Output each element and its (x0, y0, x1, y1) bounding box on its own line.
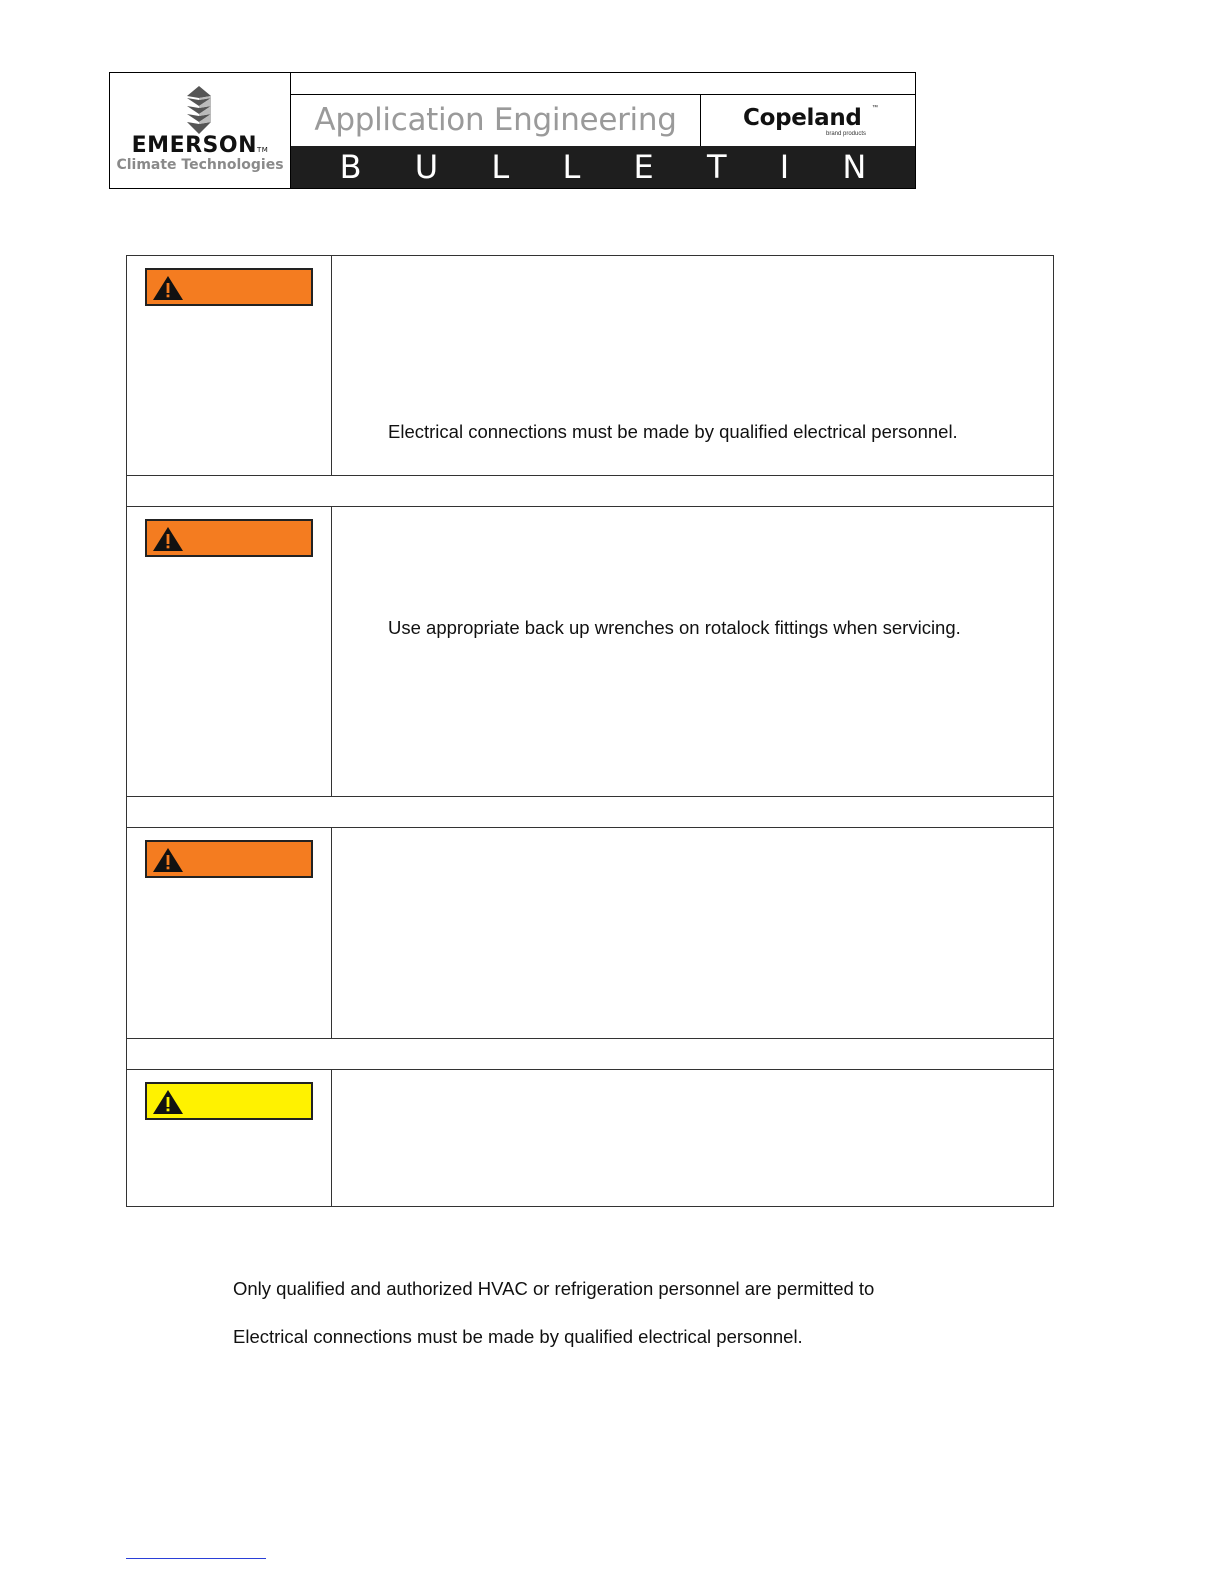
footer-link-underline[interactable] (126, 1558, 266, 1559)
notice-label-cell (127, 256, 332, 476)
notice-text-cell (332, 828, 1054, 1039)
bulletin-letter: U (414, 148, 439, 186)
notice-row (127, 507, 1054, 797)
notice-label-cell (127, 507, 332, 797)
warning-badge (145, 268, 313, 306)
body-paragraph-line: Electrical connections must be made by qualified electrical personnel. (233, 1326, 803, 1347)
safety-notices-table (126, 255, 1054, 1207)
header-top-strip (291, 73, 915, 95)
body-paragraph-line: Only qualified and authorized HVAC or refrigeration personnel are permitted to (233, 1278, 875, 1299)
notice-text-cell (332, 1070, 1054, 1207)
warning-triangle-icon (152, 1089, 184, 1115)
spacer-row (127, 797, 1054, 828)
warning-triangle-icon (152, 275, 184, 301)
bulletin-header (109, 72, 916, 189)
bulletin-letter: B (339, 148, 362, 186)
copeland-trademark: ™ (872, 105, 878, 111)
copeland-name: Copeland (743, 105, 862, 131)
bulletin-letter: I (779, 148, 790, 186)
brand-name: EMERSONTM (131, 133, 269, 158)
bulletin-bar (291, 146, 915, 188)
caution-badge (145, 1082, 313, 1120)
copeland-logo (701, 95, 915, 146)
bulletin-letter: T (706, 148, 727, 186)
emerson-logo (110, 73, 291, 188)
notice-row (127, 1070, 1054, 1207)
brand-subtitle: Climate Technologies (116, 157, 284, 173)
copeland-subtitle: brand products (826, 131, 867, 137)
notice-label-cell (127, 1070, 332, 1207)
notice-text-cell (332, 256, 1054, 476)
notice-row (127, 828, 1054, 1039)
bulletin-letter: N (842, 148, 867, 186)
bulletin-letter: L (562, 148, 581, 186)
brand-trademark: TM (257, 146, 269, 154)
notice-text: Use appropriate back up wrenches on rotalock fittings when servicing. (388, 617, 961, 638)
notice-text-cell (332, 507, 1054, 797)
notice-label-cell (127, 828, 332, 1039)
warning-badge (145, 519, 313, 557)
notice-text: Electrical connections must be made by qualified electrical personnel. (388, 421, 958, 442)
emerson-logo-mark-icon (183, 86, 215, 134)
notice-row (127, 256, 1054, 476)
warning-triangle-icon (152, 526, 184, 552)
bulletin-letter: L (491, 148, 510, 186)
spacer-row (127, 476, 1054, 507)
bulletin-letter: E (633, 148, 654, 186)
spacer-row (127, 1039, 1054, 1070)
warning-triangle-icon (152, 847, 184, 873)
header-title: Application Engineering (291, 95, 701, 146)
warning-badge (145, 840, 313, 878)
